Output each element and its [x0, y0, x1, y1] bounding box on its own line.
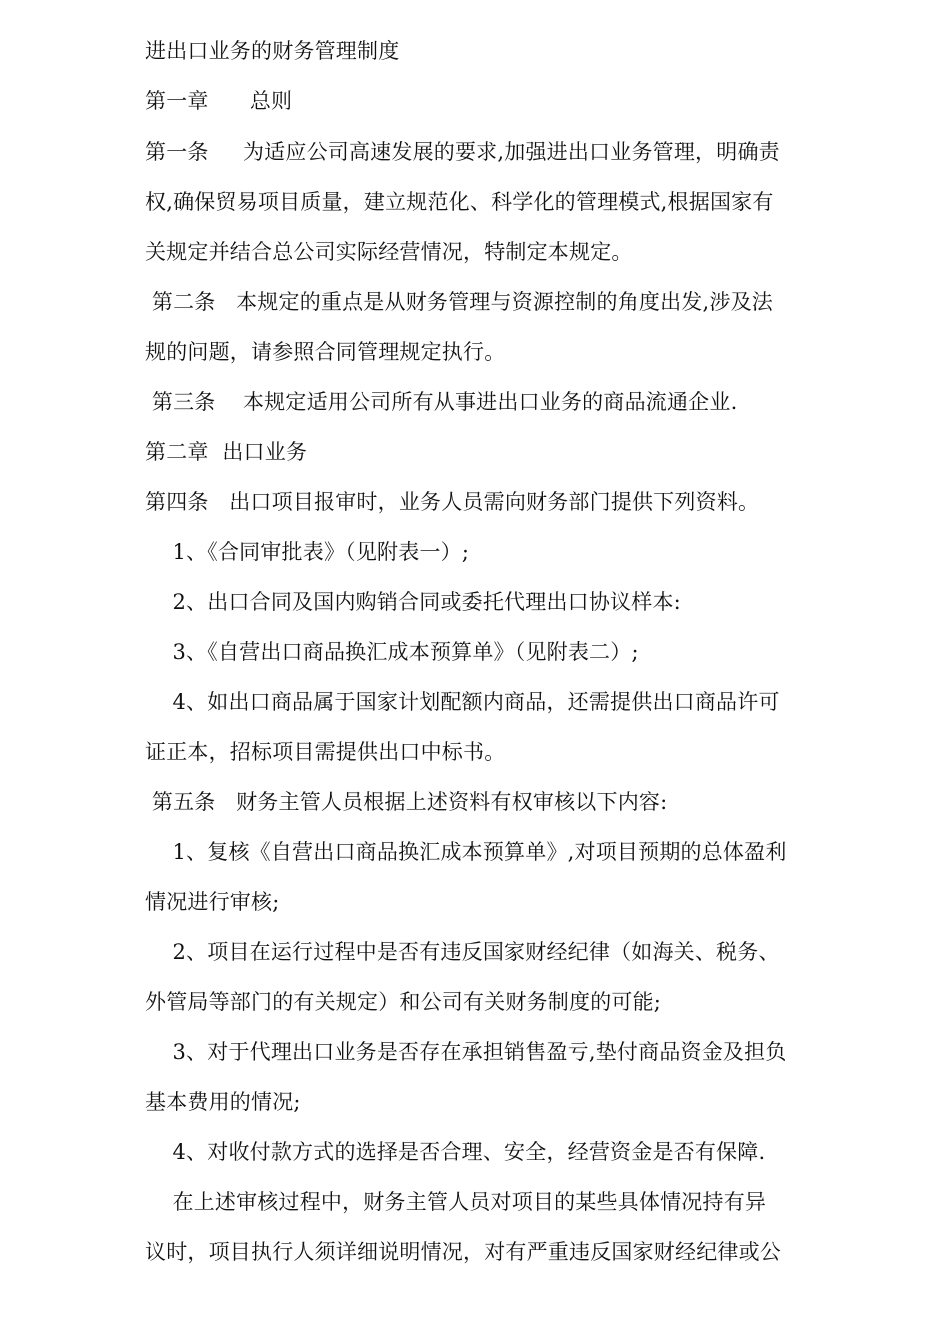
- list-item: 2、项目在运行过程中是否有违反国家财经纪律（如海关、税务、: [145, 940, 780, 964]
- paragraph-line: 第四条 出口项目报审时，业务人员需向财务部门提供下列资料。: [145, 490, 760, 514]
- paragraph-line: 议时，项目执行人须详细说明情况，对有严重违反国家财经纪律或公: [145, 1240, 781, 1264]
- paragraph-line: 规的问题，请参照合同管理规定执行。: [145, 340, 506, 364]
- chapter-heading: 第二章 出口业务: [145, 440, 308, 464]
- paragraph-line: 情况进行审核;: [145, 890, 280, 914]
- paragraph-line: 外管局等部门的有关规定）和公司有关财务制度的可能;: [145, 990, 662, 1014]
- list-item: 3、对于代理出口业务是否存在承担销售盈亏,垫付商品资金及担负: [145, 1040, 787, 1064]
- paragraph-line: 第二条 本规定的重点是从财务管理与资源控制的角度出发,涉及法: [145, 290, 773, 314]
- paragraph-line: 证正本，招标项目需提供出口中标书。: [145, 740, 506, 764]
- paragraph-line: 第一条 为适应公司高速发展的要求,加强进出口业务管理，明确责: [145, 140, 780, 164]
- paragraph-line: 在上述审核过程中，财务主管人员对项目的某些具体情况持有异: [145, 1190, 767, 1214]
- paragraph-line: 第三条 本规定适用公司所有从事进出口业务的商品流通企业.: [145, 390, 738, 414]
- list-item: 3、《自营出口商品换汇成本预算单》（见附表二）;: [145, 640, 639, 664]
- document-title: 进出口业务的财务管理制度: [145, 39, 400, 63]
- paragraph-line: 基本费用的情况;: [145, 1090, 301, 1114]
- list-item: 4、如出口商品属于国家计划配额内商品，还需提供出口商品许可: [145, 690, 780, 714]
- paragraph-line: 第五条 财务主管人员根据上述资料有权审核以下内容:: [145, 790, 668, 814]
- list-item: 1、《合同审批表》（见附表一）;: [145, 540, 470, 564]
- chapter-heading: 第一章 总则: [145, 89, 293, 113]
- paragraph-line: 权,确保贸易项目质量，建立规范化、科学化的管理模式,根据国家有: [145, 190, 774, 214]
- list-item: 2、出口合同及国内购销合同或委托代理出口协议样本:: [145, 590, 681, 614]
- paragraph-line: 关规定并结合总公司实际经营情况，特制定本规定。: [145, 240, 633, 264]
- list-item: 4、对收付款方式的选择是否合理、安全，经营资金是否有保障.: [145, 1140, 766, 1164]
- list-item: 1、复核《自营出口商品换汇成本预算单》,对项目预期的总体盈利: [145, 840, 787, 864]
